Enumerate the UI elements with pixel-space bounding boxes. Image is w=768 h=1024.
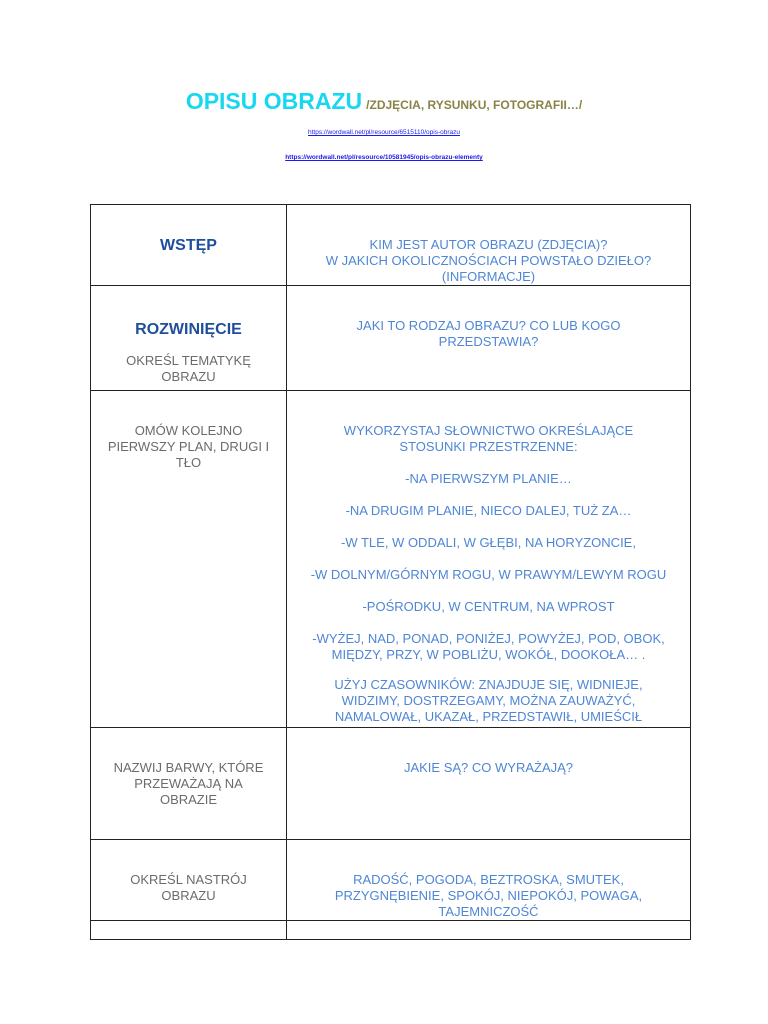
table-row [91,921,691,940]
task-label-line: OBRAZIE [159,792,218,807]
vocabulary-item: -POŚRODKU, W CENTRUM, NA WPROST [362,599,615,614]
task-label-line: NAZWIJ BARWY, KTÓRE [113,760,264,775]
resource-link-2[interactable]: https://wordwall.net/pl/resource/10581945/opis-obrazu-elementy [285,154,483,161]
task-label-line: OMÓW KOLEJNO [134,423,243,438]
vocabulary-intro-line: STOSUNKI PRZESTRZENNE: [399,439,578,454]
mood-left-cell [91,840,287,921]
mood-word-line: PRZYGNĘBIENIE, SPOKÓJ, NIEPOKÓJ, POWAGA, [334,888,643,903]
empty-left-cell [91,921,287,940]
preposition-line: -WYŻEJ, NAD, PONAD, PONIŻEJ, POWYŻEJ, POD, OBOK, [312,631,665,646]
mood-word-line: TAJEMNICZOŚĆ [438,904,539,919]
page-title: OPISU OBRAZU [185,88,363,114]
vocabulary-intro-line: WYKORZYSTAJ SŁOWNICTWO OKREŚLAJĄCE [343,423,634,438]
intro-question-line: (INFORMACJE) [441,269,536,284]
resource-link-1[interactable]: https://wordwall.net/pl/resource/6515110/opis-obrazu [308,129,460,136]
intro-right-cell [287,205,691,286]
question-line: JAKI TO RODZAJ OBRAZU? CO LUB KOGO [356,318,621,333]
intro-question-line: W JAKICH OKOLICZNOŚCIACH POWSTAŁO DZIEŁO? [325,253,652,268]
verbs-line: UŻYJ CZASOWNIKÓW: ZNAJDUJE SIĘ, WIDNIEJE, [334,677,643,692]
vocabulary-item: -NA DRUGIM PLANIE, NIECO DALEJ, TUŻ ZA… [345,503,632,518]
development-left-cell [91,286,287,391]
task-label-line: OBRAZU [161,369,216,384]
table-row [91,286,691,391]
planes-right-cell [287,391,691,728]
section-heading-intro: WSTĘP [160,237,217,254]
mood-right-cell [287,840,691,921]
verbs-line: WIDZIMY, DOSTRZEGAMY, MOŻNA ZAUWAŻYĆ, [341,693,636,708]
vocabulary-item: -W DOLNYM/GÓRNYM ROGU, W PRAWYM/LEWYM ROGU [310,567,667,582]
verbs-line: NAMALOWAŁ, UKAZAŁ, PRZEDSTAWIŁ, UMIEŚCIŁ [334,709,643,724]
colors-left-cell [91,728,287,840]
preposition-line: MIĘDZY, PRZY, W POBLIŻU, WOKÓŁ, DOOKOŁA… . [331,647,646,662]
vocabulary-item: -W TLE, W ODDALI, W GŁĘBI, NA HORYZONCIE, [341,535,636,550]
task-label-line: PRZEWAŻAJĄ NA [134,776,243,791]
table-row [91,205,691,286]
page-title-row [0,88,768,115]
colors-right-cell [287,728,691,840]
question-line: PRZEDSTAWIA? [438,334,539,349]
task-label-line: OKREŚL NASTRÓJ [130,872,247,887]
table-row [91,391,691,728]
task-label-line: TŁO [175,455,202,470]
vocabulary-item: -NA PIERWSZYM PLANIE… [405,471,572,486]
task-label-line: PIERWSZY PLAN, DRUGI I [107,439,270,454]
intro-question-line: KIM JEST AUTOR OBRAZU (ZDJĘCIA)? [369,237,608,252]
intro-left-cell [91,205,287,286]
table-row [91,728,691,840]
planes-left-cell [91,391,287,728]
table-row [91,840,691,921]
description-table [90,204,691,940]
development-right-cell [287,286,691,391]
task-label-line: OKREŚL TEMATYKĘ [126,353,251,368]
empty-right-cell [287,921,691,940]
question-line: JAKIE SĄ? CO WYRAŻAJĄ? [403,760,574,775]
task-label-line: OBRAZU [161,888,216,903]
page-subtitle: /ZDJĘCIA, RYSUNKU, FOTOGRAFII…/ [366,98,583,112]
mood-word-line: RADOŚĆ, POGODA, BEZTROSKA, SMUTEK, [353,872,624,887]
section-heading-development: ROZWINIĘCIE [135,321,242,338]
